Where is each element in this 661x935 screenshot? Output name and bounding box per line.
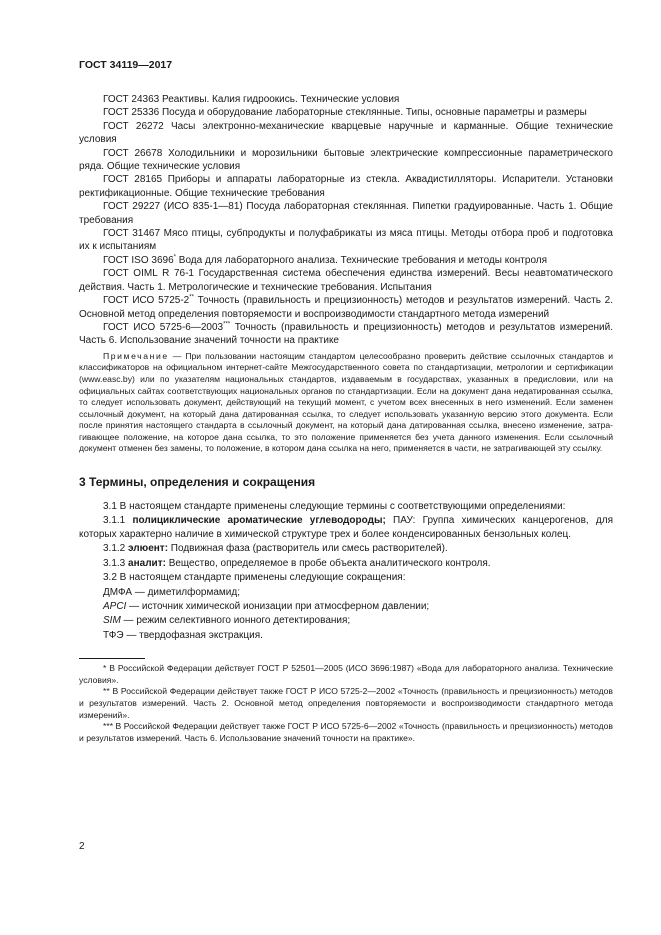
footnote-mark: **	[189, 294, 194, 301]
term-name: аналит:	[128, 557, 166, 569]
reference-title: Точность (правильность и прецизионность) методов и результатов измерений. Часть 2. Основной метод определения повторяемости и воспроизводимости стандартного метода измерений	[79, 295, 613, 320]
term-name: элюент:	[128, 543, 169, 555]
abbreviation-definition: — режим селективного ионного детектирования;	[120, 615, 351, 627]
term-3-1-1	[79, 514, 613, 541]
footnote-2: ** В Российской Федерации действует также ГОСТ Р ИСО 5725-2—2002 «Точность (правильность и прецизионность) методов и результатов измерений. Часть 2. Основной метод определения повторяемости и воспроизводимости стандартного метода измерений».	[79, 686, 613, 720]
reference-gost-26272: ГОСТ 26272 Часы электронно-механические кварцевые наручные и карманные. Общие технические условия	[79, 120, 613, 146]
reference-code: ГОСТ ИСО 5725-2	[103, 295, 190, 307]
footnote-mark: ***	[223, 321, 231, 328]
page-number: 2	[79, 841, 85, 852]
term-number: 3.1.1	[103, 515, 133, 527]
abbreviation-tfe: ТФЭ — твердофазная экстракция.	[103, 629, 263, 641]
abbreviation-sim	[79, 614, 613, 627]
footnote-3: *** В Российской Федерации действует также ГОСТ Р ИСО 5725-6—2002 «Точность (правильность и прецизионность) методов и результатов измерений. Часть 6. Использование значений точности на практике».	[79, 721, 613, 743]
page-content	[79, 93, 613, 744]
note-text: — При пользовании настоящим стандартом целесообразно проверить действие ссылочных стандартов и классификаторов на официальном интернет-сайте Межгосударственного совета по стандартизации, метрологии и сертификации (www.easc.by) или по указателям национальных стандартов, издаваемым в государствах, указанных в предисловии, или на официальных сайтах соответствующих национальных органов по стандартизации. Если на документ дана недатированная ссылка, то следует использовать документ, действующий на текущий момент, с учетом всех внесенных в него изменений. Если заменен ссылочный документ, на который дана датированная ссылка, то следует использовать указанную версию этого документа. Если после принятия настоящего стандарта в ссылочный документ, на который дана датированная ссылка, внесено изменение, затрагивающее положение, на которое дана ссылка, то это положение применяется без учета данного изменения. Если ссылочный документ отменен без замены, то положение, в котором дана ссылка на него, применяется в части, не затрагивающей эту ссылку.	[79, 350, 613, 454]
clause-3-2: 3.2 В настоящем стандарте применены следующие сокращения:	[103, 572, 406, 584]
reference-gost-oiml-r76: ГОСТ OIML R 76-1 Государственная система обеспечения единства измерений. Весы неавтоматического действия. Часть 1. Метрологические и технические требования. Испытания	[79, 268, 613, 293]
term-3-1-2	[79, 542, 613, 555]
section-3-title: 3 Термины, определения и сокращения	[79, 475, 316, 490]
term-name: полициклические ароматические углеводороды;	[132, 515, 386, 527]
note-paragraph	[79, 351, 613, 455]
abbreviation-term: APCI	[103, 600, 127, 612]
reference-gost-iso-5725-2	[79, 294, 613, 321]
clause-3-1: 3.1 В настоящем стандарте применены следующие термины с соответствующими определениями:	[103, 501, 566, 513]
reference-gost-iso-3696	[79, 254, 613, 267]
document-code-header: ГОСТ 34119—2017	[79, 59, 173, 71]
reference-title: Точность (правильность и прецизионность) методов и результатов измерений. Часть 6. Использование значений точности на практике	[79, 321, 613, 347]
reference-gost-28165: ГОСТ 28165 Приборы и аппараты лабораторные из стекла. Аквадистилляторы. Испарители. Установки ректификационные. Общие технические требования	[79, 174, 613, 199]
footnote-mark: *	[173, 254, 177, 261]
reference-gost-29227: ГОСТ 29227 (ИСО 835-1—81) Посуда лабораторная стеклянная. Пипетки градуированные. Часть 1. Общие требования	[79, 201, 613, 226]
reference-code: ГОСТ ИСО 5725-6—2003	[103, 321, 224, 333]
abbreviation-term: SIM	[103, 615, 121, 627]
abbreviation-dmfa: ДМФА — диметилформамид;	[103, 586, 240, 598]
footnote-divider	[79, 658, 145, 659]
term-definition: Вещество, определяемое в пробе объекта аналитического контроля.	[165, 557, 491, 569]
reference-code: ГОСТ ISO 3696	[103, 254, 174, 266]
term-3-1-3	[79, 557, 613, 570]
abbreviation-definition: — источник химической ионизации при атмосферном давлении;	[126, 600, 430, 612]
term-number: 3.1.2	[103, 543, 129, 555]
term-definition: ПАУ: Группа химических канцерогенов, для которых характерно наличие в химической структуре трех и более конденсированных бензольных колец.	[79, 515, 614, 540]
reference-gost-25336: ГОСТ 25336 Посуда и оборудование лабораторные стеклянные. Типы, основные параметры и размеры	[103, 107, 587, 119]
reference-gost-31467: ГОСТ 31467 Мясо птицы, субпродукты и полуфабрикаты из мяса птицы. Методы отбора проб и подготовка их к испытаниям	[79, 228, 613, 253]
abbreviation-apci	[79, 600, 613, 613]
term-number: 3.1.3	[103, 557, 129, 569]
reference-gost-26678: ГОСТ 26678 Холодильники и морозильники бытовые электрические компрессионные параметрического ряда. Общие технические условия	[79, 147, 613, 173]
note-label: Примечание	[103, 350, 169, 361]
reference-title: Вода для лабораторного анализа. Технические требования и методы контроля	[176, 254, 548, 266]
footnote-1: * В Российской Федерации действует ГОСТ Р 52501—2005 (ИСО 3696:1987) «Вода для лабораторного анализа. Технические условия».	[79, 663, 613, 685]
term-definition: Подвижная фаза (растворитель или смесь растворителей).	[168, 543, 448, 555]
reference-gost-24363: ГОСТ 24363 Реактивы. Калия гидроокись. Технические условия	[103, 94, 400, 105]
reference-gost-iso-5725-6	[79, 321, 613, 348]
